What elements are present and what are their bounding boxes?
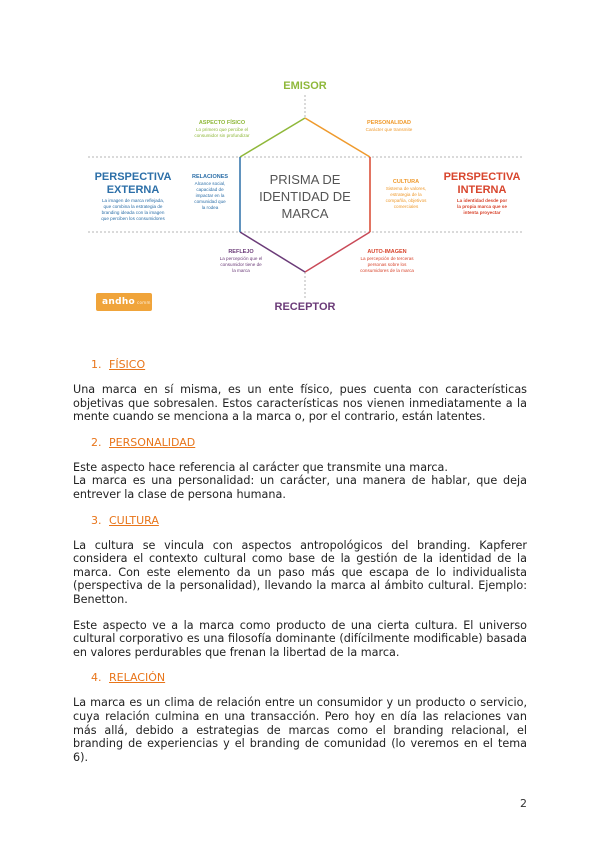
relaciones-title: RELACIONES	[191, 174, 229, 180]
section-heading-fisico	[73, 358, 527, 372]
paragraph: Una marca en sí misma, es un ente físico, pues cuenta con características objetivas que sobresalen. Estos características nos vienen inmediatamente a la mente cuando se menciona a la marca o, por el contrario, están latentes.	[73, 383, 527, 424]
section-heading-cultura	[73, 514, 527, 528]
reflejo-text-2: consumidor tiene de	[220, 262, 262, 267]
hex-edge-top-right	[305, 118, 370, 157]
logo-text: andho	[102, 297, 136, 307]
prism-center-title-3: MARCA	[281, 206, 329, 221]
cultura-text-2: estrategia de la	[390, 192, 422, 197]
brand-prism-diagram	[0, 0, 600, 330]
perspectiva-interna-text-2: la propia marca que se	[457, 204, 507, 209]
perspectiva-externa-title-2: EXTERNA	[106, 184, 160, 196]
cultura-text-4: comerciales	[393, 204, 419, 209]
relaciones-text-4: comunidad que	[194, 199, 226, 204]
aspecto-fisico-text-1: Lo primero que percibe el	[195, 127, 249, 132]
paragraph: Este aspecto ve a la marca como producto de una cierta cultura. El universo cultural corporativo es una filosofía dominante (difícilmente modificable) basada en valores perdurables que frenan la libertad de la marca.	[73, 618, 527, 659]
section-title[interactable]: RELACIÓN	[109, 671, 166, 685]
perspectiva-externa-text-4: que perciben los consumidores	[101, 216, 165, 221]
section-heading-personalidad	[73, 436, 527, 450]
cultura-title: CULTURA	[392, 179, 420, 185]
perspectiva-interna-text-3: intenta proyectar	[463, 210, 501, 215]
section-heading-relacion	[73, 671, 527, 685]
autoimagen-title: AUTO-IMAGEN	[367, 249, 407, 255]
receptor-label: RECEPTOR	[274, 301, 336, 313]
cultura-text-1: Sistema de valores,	[385, 186, 427, 191]
reflejo-title: REFLEJO	[228, 249, 254, 255]
prism-center-title-2: IDENTIDAD DE	[259, 189, 351, 204]
perspectiva-externa-title-1: PERSPECTIVA	[94, 171, 172, 183]
paragraph: Este aspecto hace referencia al carácter que transmite una marca.	[73, 460, 448, 474]
paragraph: La cultura se vincula con aspectos antropológicos del branding. Kapferer considera el contexto cultural como base de la gestión de la identidad de la marca. Con este elemento da un paso más que escapa de lo individualista (perspectiva de la personalidad), llevando la marca al ámbito cultural. Ejemplo: Benetton.	[73, 538, 527, 606]
section-number: 1.	[91, 358, 102, 371]
autoimagen-text-2: personas sobre los	[367, 262, 407, 267]
section-title[interactable]: FÍSICO	[109, 358, 146, 371]
perspectiva-interna-title-1: PERSPECTIVA	[443, 171, 521, 183]
aspecto-fisico-text-2: consumidor sin profundizar	[194, 133, 250, 138]
hex-edge-top-left	[240, 118, 305, 157]
perspectiva-interna-title-2: INTERNA	[457, 184, 507, 196]
page-number: 2	[520, 797, 527, 810]
relaciones-text-5: la rodea	[201, 205, 219, 210]
reflejo-text-3: la marca	[232, 268, 250, 273]
autoimagen-text-3: consumidores de la marca	[360, 268, 414, 273]
andho-logo	[96, 293, 152, 311]
aspecto-fisico-title: ASPECTO FÍSICO	[198, 120, 246, 126]
section-number: 2.	[91, 435, 102, 449]
perspectiva-externa-text-2: que combina la estrategia de	[103, 204, 163, 209]
perspectiva-interna-text-1: La identidad desde por	[456, 198, 508, 203]
emisor-label: EMISOR	[283, 80, 327, 92]
perspectiva-externa-text-3: branding ideada con la imagen	[101, 210, 165, 215]
cultura-text-3: compañía, objetivos	[385, 198, 427, 203]
prism-center-title-1: PRISMA DE	[269, 172, 341, 187]
relaciones-text-3: impactar en la	[195, 193, 225, 198]
personalidad-text-1: Carácter que transmite	[365, 127, 413, 132]
relaciones-text-1: Alcance social,	[194, 181, 226, 186]
paragraph: La marca es una personalidad: un carácter, una manera de hablar, que deja entrever la clase de persona humana.	[73, 474, 527, 501]
document-body	[73, 358, 527, 776]
personalidad-title: PERSONALIDAD	[366, 120, 412, 126]
section-number: 3.	[91, 513, 102, 527]
autoimagen-text-1: La percepción de terceras	[360, 256, 414, 261]
hex-edge-bottom-right	[305, 232, 370, 272]
paragraph: La marca es un clima de relación entre un consumidor y un producto o servicio, cuya relación culmina en una transacción. Pero hoy en día las relaciones van más allá, debido a estrategias de marcas como el branding relacional, el branding de experiencias y el branding de comunidad (lo veremos en el tema 6).	[73, 696, 527, 764]
relaciones-text-2: capacidad de	[196, 187, 224, 192]
perspectiva-externa-text-1: La imagen de marca reflejada,	[101, 198, 165, 203]
logo-subtext: comm	[137, 300, 151, 305]
section-title[interactable]: PERSONALIDAD	[109, 435, 196, 449]
reflejo-text-1: La percepción que el	[219, 256, 263, 261]
section-title[interactable]: CULTURA	[109, 513, 159, 527]
section-number: 4.	[91, 671, 102, 685]
